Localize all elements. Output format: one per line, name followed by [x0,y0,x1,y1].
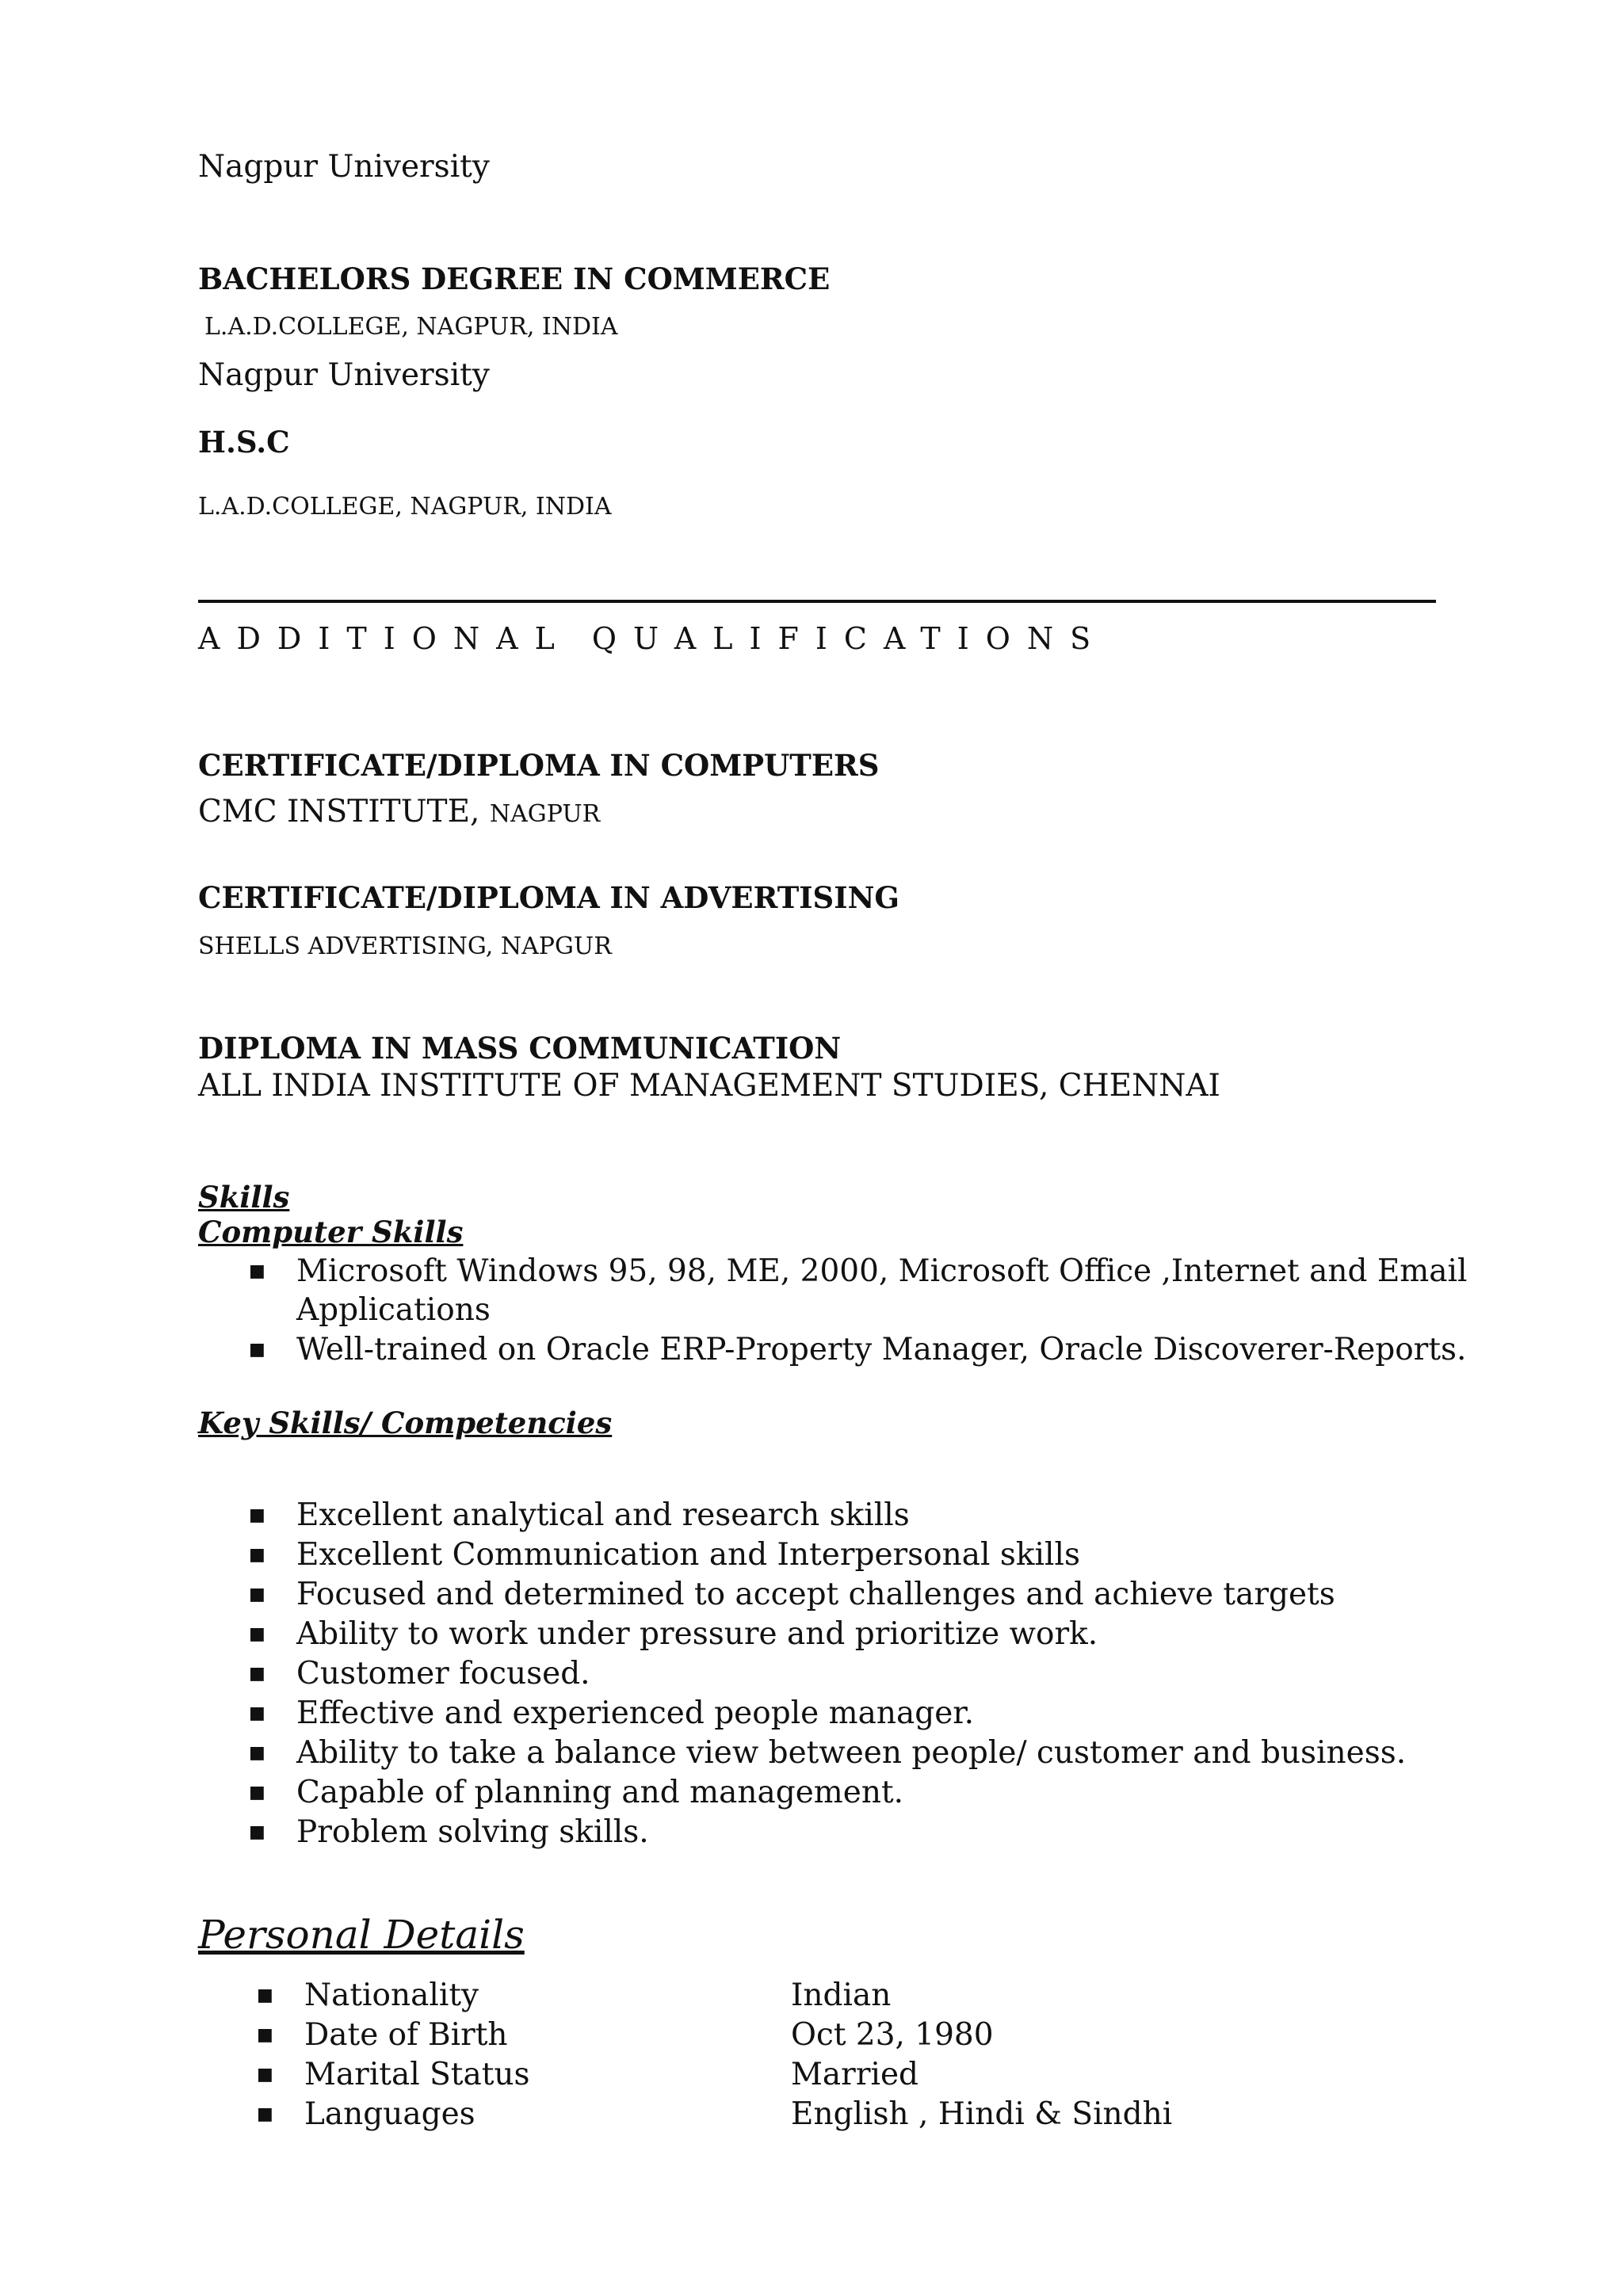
key-skill-item: Excellent Communication and Interpersonal skills [296,1537,1080,1573]
qualification-title: DIPLOMA IN MASS COMMUNICATION [198,1031,842,1066]
detail-value-dob: Oct 23, 1980 [791,2017,994,2053]
qualification-institute [198,793,600,833]
detail-label-nationality: Nationality [304,1978,479,2013]
bullet-icon: ■ [249,1261,265,1281]
bullet-icon: ■ [249,1743,265,1763]
qualification-title: CERTIFICATE/DIPLOMA IN COMPUTERS [198,748,880,783]
key-skill-item: Effective and experienced people manager. [296,1695,975,1731]
section-divider [198,600,1436,603]
detail-label-marital-status: Marital Status [304,2057,530,2092]
bullet-icon: ■ [257,2025,273,2045]
bullet-icon: ■ [249,1783,265,1802]
detail-value-nationality: Indian [791,1978,892,2013]
institute-name: CMC INSTITUTE, [198,794,480,830]
key-skill-item: Capable of planning and management. [296,1775,904,1810]
qualification-institute: SHELLS ADVERTISING, NAPGUR [198,933,612,960]
bullet-icon: ■ [257,2065,273,2084]
bcom-degree-title: BACHELORS DEGREE IN COMMERCE [198,261,831,296]
heading-word-qualifications: QUALIFICATIONS [591,621,1108,656]
computer-skill-item: Microsoft Windows 95, 98, ME, 2000, Microsoft Office ,Internet and Email [296,1253,1468,1289]
detail-value-marital-status: Married [791,2057,918,2092]
bcom-college: L.A.D.COLLEGE, NAGPUR, INDIA [204,313,618,341]
computer-skill-item: Well-trained on Oracle ERP-Property Manager, Oracle Discoverer-Reports. [296,1332,1467,1367]
key-skills-heading: Key Skills/ Competencies [198,1405,613,1440]
computer-skill-item-continued: Applications [296,1292,491,1328]
additional-qualifications-heading [198,623,1107,657]
qualification-title: CERTIFICATE/DIPLOMA IN ADVERTISING [198,880,900,915]
detail-value-languages: English , Hindi & Sindhi [791,2096,1173,2132]
bullet-icon: ■ [257,1985,273,2005]
bullet-icon: ■ [257,2104,273,2124]
bullet-icon: ■ [249,1703,265,1723]
hsc-college: L.A.D.COLLEGE, NAGPUR, INDIA [198,493,612,521]
key-skill-item: Excellent analytical and research skills [296,1497,910,1533]
key-skill-item: Ability to work under pressure and prioritize work. [296,1616,1098,1652]
bullet-icon: ■ [249,1545,265,1565]
hsc-title: H.S.C [198,425,290,460]
bullet-icon: ■ [249,1585,265,1604]
qualification-institute: ALL INDIA INSTITUTE OF MANAGEMENT STUDIES, CHENNAI [198,1068,1220,1104]
bcom-university: Nagpur University [198,357,490,393]
key-skill-item: Customer focused. [296,1656,590,1691]
bullet-icon: ■ [249,1505,265,1525]
personal-details-heading: Personal Details [198,1912,525,1958]
key-skill-item: Ability to take a balance view between people/ customer and business. [296,1735,1407,1771]
key-skill-item: Focused and determined to accept challenges and achieve targets [296,1577,1335,1612]
heading-word-additional: ADDITIONAL [198,621,571,656]
detail-label-languages: Languages [304,2096,475,2132]
bullet-icon: ■ [249,1340,265,1360]
institute-location: NAGPUR [489,800,601,828]
bullet-icon: ■ [249,1664,265,1684]
skills-heading: Skills [198,1180,290,1215]
computer-skills-heading: Computer Skills [198,1215,464,1249]
bullet-icon: ■ [249,1822,265,1842]
detail-label-dob: Date of Birth [304,2017,508,2053]
bullet-icon: ■ [249,1624,265,1644]
university-name: Nagpur University [198,149,490,185]
key-skill-item: Problem solving skills. [296,1814,649,1850]
